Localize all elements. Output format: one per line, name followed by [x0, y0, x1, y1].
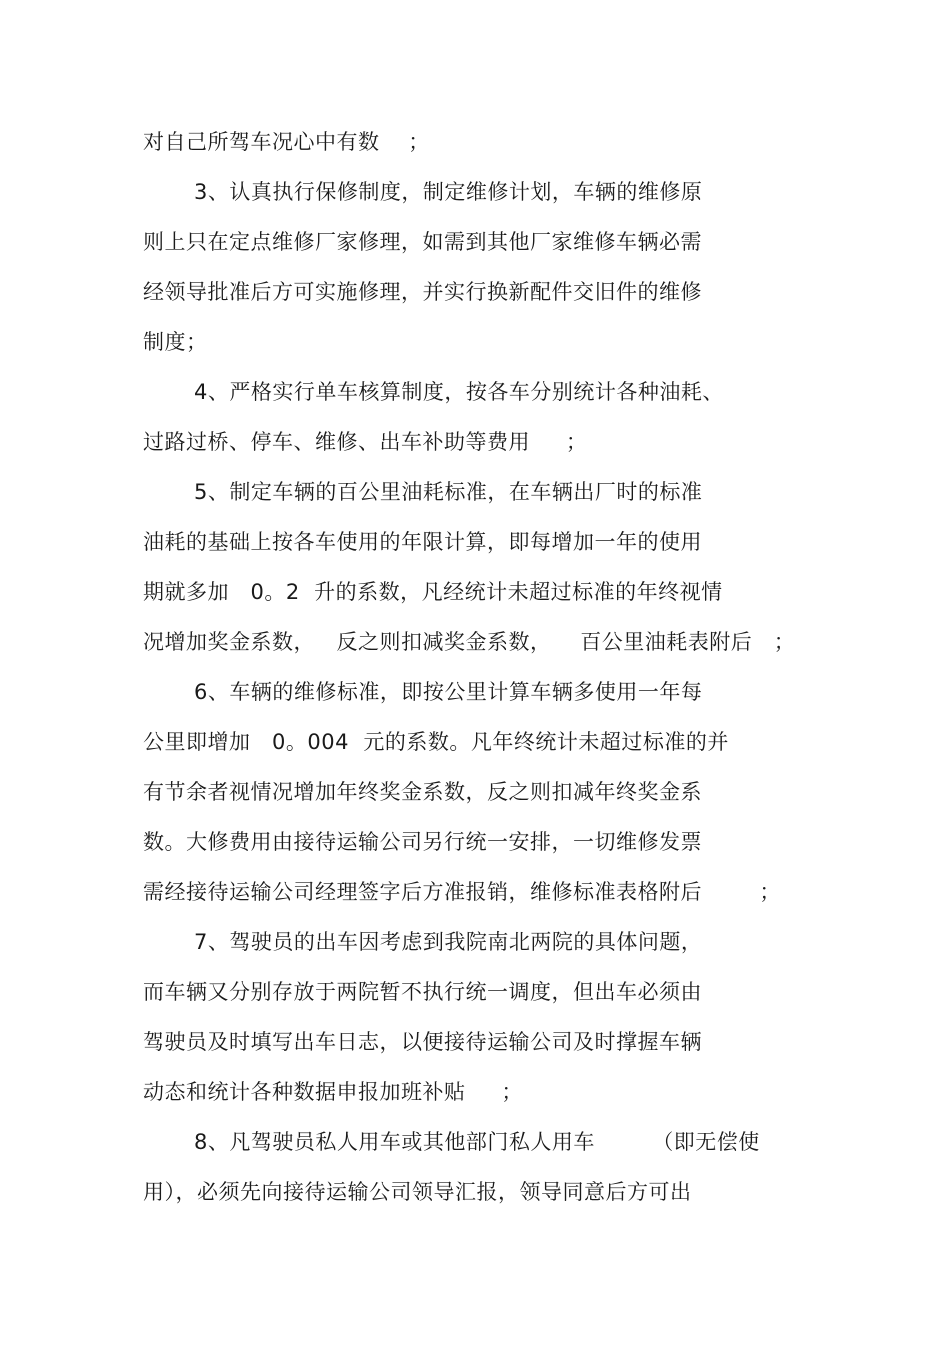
- paragraph-6-start: 6、车辆的维修标准，即按公里计算车辆多使用一年每: [194, 680, 703, 704]
- text-line: 对自己所驾车况心中有数 ；: [143, 130, 430, 154]
- text-line: 需经接待运输公司经理签字后方准报销，维修标准表格附后 ；: [143, 880, 781, 904]
- text-line: 驾驶员及时填写出车日志，以便接待运输公司及时撑握车辆: [143, 1030, 702, 1054]
- text-line: 过路过桥、停车、维修、出车补助等费用 ；: [143, 430, 588, 454]
- text-line: 则上只在定点维修厂家修理，如需到其他厂家维修车辆必需: [143, 230, 702, 254]
- text-line: 数。大修费用由接待运输公司另行统一安排，一切维修发票: [143, 830, 702, 854]
- text-line: 经领导批准后方可实施修理，并实行换新配件交旧件的维修: [143, 280, 702, 304]
- text-line: 用），必须先向接待运输公司领导汇报，领导同意后方可出: [143, 1180, 692, 1204]
- text-line: 动态和统计各种数据申报加班补贴 ；: [143, 1080, 523, 1104]
- text-line: 有节余者视情况增加年终奖金系数，反之则扣减年终奖金系: [143, 780, 702, 804]
- text-line: 而车辆又分别存放于两院暂不执行统一调度，但出车必须由: [143, 980, 702, 1004]
- text-line: 期就多加 0。2 升的系数，凡经统计未超过标准的年终视情: [143, 580, 723, 604]
- paragraph-8-start: 8、凡驾驶员私人用车或其他部门私人用车 （即无偿使: [194, 1130, 760, 1154]
- text-line: 况增加奖金系数， 反之则扣减奖金系数， 百公里油耗表附后 ；: [143, 630, 796, 654]
- paragraph-5-start: 5、制定车辆的百公里油耗标准，在车辆出厂时的标准: [194, 480, 703, 504]
- text-line: 公里即增加 0。004 元的系数。凡年终统计未超过标准的并: [143, 730, 729, 754]
- paragraph-3-start: 3、认真执行保修制度，制定维修计划，车辆的维修原: [194, 180, 703, 204]
- paragraph-7-start: 7、驾驶员的出车因考虑到我院南北两院的具体问题，: [194, 930, 703, 954]
- text-line: 制度；: [143, 330, 208, 354]
- text-line: 油耗的基础上按各车使用的年限计算，即每增加一年的使用: [143, 530, 702, 554]
- paragraph-4-start: 4、严格实行单车核算制度，按各车分别统计各种油耗、: [194, 380, 724, 404]
